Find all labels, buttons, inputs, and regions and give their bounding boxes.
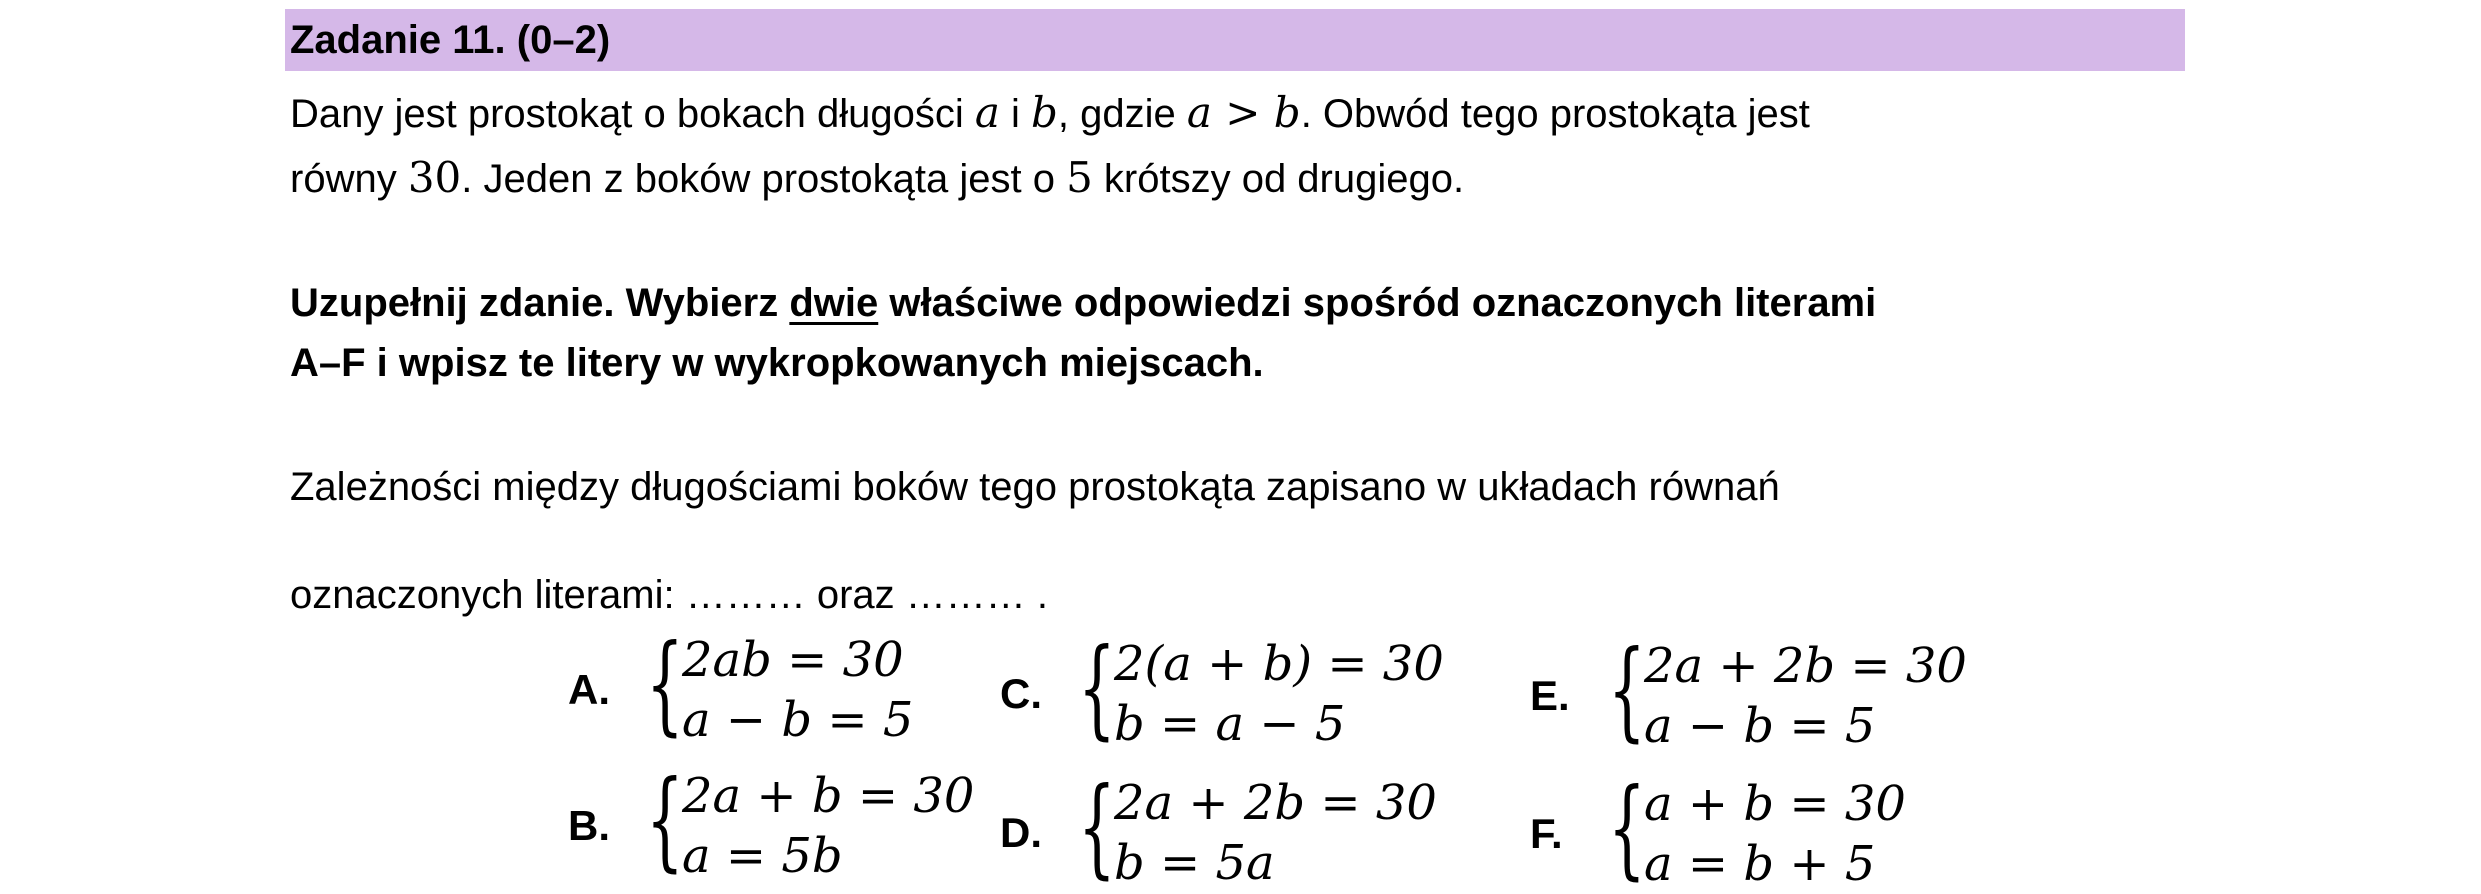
left-brace-icon: {	[1608, 766, 1646, 891]
equation-system	[1114, 773, 1437, 893]
task-title: Zadanie 11. (0–2)	[290, 18, 611, 62]
instruction-text: Uzupełnij zdanie. Wybierz	[290, 281, 790, 325]
equation-system	[1114, 634, 1444, 754]
number-30: 30	[407, 153, 462, 202]
instruction-emphasis: dwie	[789, 281, 879, 325]
option-a	[568, 622, 914, 750]
equation: 2a + 2b = 30	[1114, 775, 1437, 831]
equation-system	[682, 630, 913, 750]
instruction-text: właściwe odpowiedzi spośród oznaczonych literami	[878, 281, 1877, 325]
left-brace-icon: {	[1078, 626, 1116, 751]
option-label: D.	[1000, 809, 1042, 856]
equation: a − b = 5	[1644, 698, 1876, 754]
option-b	[568, 758, 975, 886]
instruction-line-1	[290, 278, 1876, 328]
equation: 2a + 2b = 30	[1644, 638, 1967, 694]
equation: 2(a + b) = 30	[1114, 636, 1444, 692]
option-label: E.	[1530, 672, 1570, 719]
left-brace-icon: {	[1078, 765, 1116, 890]
problem-text: , gdzie	[1057, 92, 1187, 136]
option-label: C.	[1000, 670, 1042, 717]
variable-b: b	[1031, 88, 1058, 137]
equation: b = a − 5	[1114, 696, 1346, 752]
problem-line-2	[290, 153, 1464, 204]
problem-text: . Jeden z boków prostokąta jest o	[461, 157, 1067, 201]
equation: a + b = 30	[1644, 776, 1906, 832]
variable-a: a	[974, 88, 1000, 137]
condition-a-greater-b: a > b	[1186, 88, 1301, 137]
left-brace-icon: {	[1608, 628, 1646, 753]
left-brace-icon: {	[646, 622, 684, 747]
equation: 2ab = 30	[682, 632, 904, 688]
statement-line-2-with-blanks: oznaczonych literami: ……… oraz ……… .	[290, 573, 1048, 617]
problem-text: . Obwód tego prostokąta jest	[1300, 92, 1810, 136]
option-label: B.	[568, 802, 610, 849]
number-5: 5	[1066, 153, 1093, 202]
option-d	[1000, 765, 1437, 893]
option-f	[1530, 766, 1906, 894]
equation-system	[1644, 636, 1967, 756]
equation: a = 5b	[682, 828, 843, 884]
equation-system	[1644, 774, 1906, 894]
equation: a − b = 5	[682, 692, 914, 748]
option-label: F.	[1530, 810, 1563, 857]
problem-text: Dany jest prostokąt o bokach długości	[290, 92, 975, 136]
problem-text: równy	[290, 157, 408, 201]
problem-text: i	[999, 92, 1031, 136]
option-e	[1530, 628, 1967, 756]
problem-line-1	[290, 88, 1810, 139]
instruction-line-2: A–F i wpisz te litery w wykropkowanych miejscach.	[290, 341, 1264, 385]
equation: a = b + 5	[1644, 836, 1876, 892]
statement-line-1: Zależności między długościami boków tego prostokąta zapisano w układach równań	[290, 465, 1780, 509]
left-brace-icon: {	[646, 758, 684, 883]
equation: 2a + b = 30	[682, 768, 975, 824]
option-c	[1000, 626, 1444, 754]
equation: b = 5a	[1114, 835, 1275, 891]
equation-system	[682, 766, 974, 886]
option-label: A.	[568, 666, 610, 713]
problem-text: krótszy od drugiego.	[1092, 157, 1465, 201]
